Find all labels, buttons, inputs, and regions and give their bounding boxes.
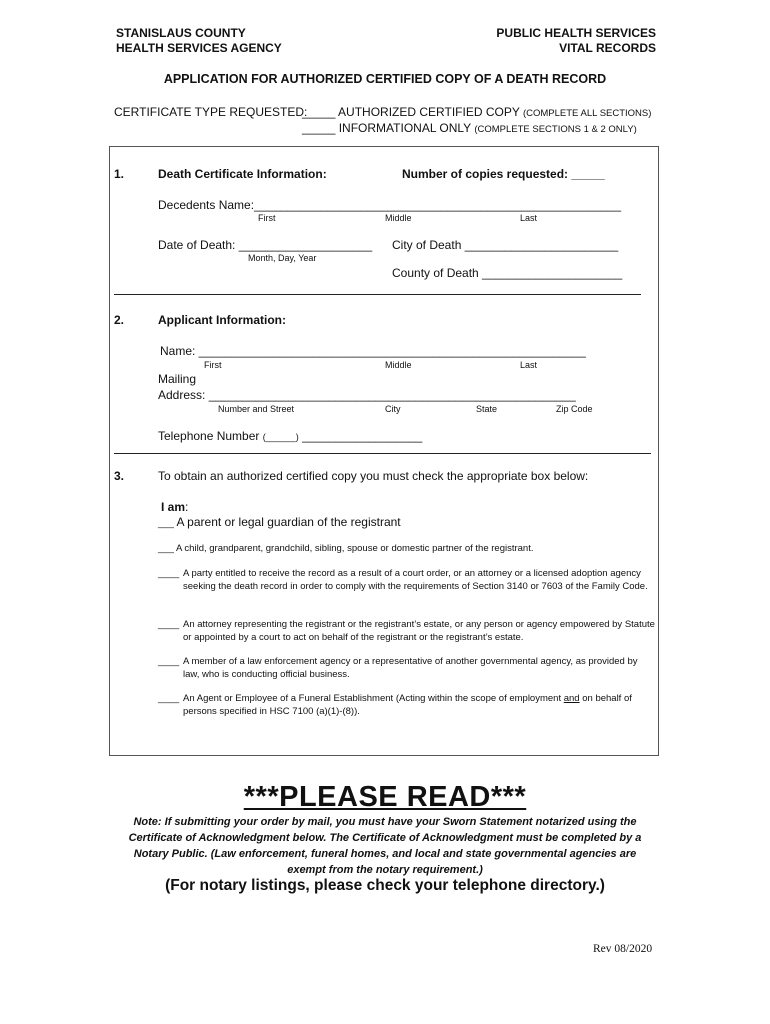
eligibility-option-parent[interactable] [158, 516, 653, 530]
section-3-instruction: To obtain an authorized certified copy you must check the appropriate box below: [158, 469, 589, 483]
option-text: A child, grandparent, grandchild, sibling, spouse or domestic partner of the registrant. [175, 543, 534, 554]
option-blank[interactable]: ____ [158, 619, 180, 630]
authorized-label: AUTHORIZED CERTIFIED COPY [338, 105, 520, 119]
i-am-label [161, 500, 188, 514]
page-title: APPLICATION FOR AUTHORIZED CERTIFIED COPY OF A DEATH RECORD [163, 72, 607, 86]
applicant-first-hint: First [204, 360, 222, 370]
decedent-middle-hint: Middle [385, 213, 412, 223]
please-read-heading: ***PLEASE READ*** [243, 781, 527, 813]
telephone-label: Telephone Number [158, 429, 260, 443]
decedent-name-field[interactable]: Decedents Name:_______________________________________________________ [158, 198, 622, 212]
i-am-bold: I am [161, 500, 186, 514]
date-of-death-field[interactable]: Date of Death: ____________________ [158, 238, 373, 252]
telephone-number-line[interactable]: __________________ [302, 429, 423, 443]
informational-label: INFORMATIONAL ONLY [338, 121, 471, 135]
authorized-note: (COMPLETE ALL SECTIONS) [522, 108, 652, 119]
agency-line-2: HEALTH SERVICES AGENCY [116, 41, 282, 55]
agency-name [116, 26, 282, 56]
section-2-heading: Applicant Information: [158, 313, 286, 327]
certificate-type-label: CERTIFICATE TYPE REQUESTED: [114, 105, 308, 119]
informational-note: (COMPLETE SECTIONS 1 & 2 ONLY) [474, 124, 637, 135]
authorized-blank[interactable]: _____ [302, 105, 336, 119]
street-hint: Number and Street [218, 404, 295, 414]
agency-line-1: STANISLAUS COUNTY [116, 26, 246, 40]
section-divider-2 [114, 453, 651, 454]
applicant-middle-hint: Middle [385, 360, 412, 370]
eligibility-option-relative[interactable] [158, 542, 653, 555]
section-1-heading: Death Certificate Information: [158, 167, 327, 181]
applicant-name-field[interactable]: Name: __________________________________________________________ [160, 344, 586, 358]
option-text: A parent or legal guardian of the registrant [176, 515, 401, 529]
certificate-type-option-authorized[interactable] [302, 105, 651, 119]
option-blank[interactable]: ____ [158, 568, 180, 579]
zip-hint: Zip Code [556, 404, 593, 414]
option-blank[interactable]: ___ [158, 518, 174, 529]
telephone-area-code[interactable]: (______) [262, 432, 299, 442]
department-line-1: PUBLIC HEALTH SERVICES [496, 26, 656, 40]
copies-requested-field[interactable]: Number of copies requested: _____ [402, 167, 605, 181]
option-text-end: on behalf of persons specified in HSC 7100 (a)(1)-(8)). [183, 693, 632, 717]
county-of-death-field[interactable]: County of Death _____________________ [392, 266, 623, 280]
option-text-underlined: and [563, 693, 580, 704]
option-text: A party entitled to receive the record as a result of a court order, or an attorney or a licensed adoption agency seeking the death record in order to comply with the requirements of Section 3140 or 7603 of the Family Code. [183, 568, 648, 592]
decedent-first-hint: First [258, 213, 276, 223]
applicant-last-hint: Last [520, 360, 538, 370]
city-hint: City [385, 404, 401, 414]
mailing-address-field[interactable]: Address: _______________________________________________________ [158, 388, 576, 402]
notary-listing-note: (For notary listings, please check your telephone directory.) [165, 877, 605, 894]
certificate-type-option-informational[interactable] [302, 121, 637, 135]
option-blank[interactable]: ____ [158, 656, 180, 667]
option-blank[interactable]: ___ [158, 543, 174, 554]
department-line-2: VITAL RECORDS [559, 41, 656, 55]
option-text-start: An Agent or Employee of a Funeral Establishment (Acting within the scope of employment [183, 693, 562, 704]
telephone-field[interactable] [158, 429, 422, 443]
revision-date: Rev 08/2020 [593, 943, 653, 955]
section-2-number: 2. [114, 313, 125, 327]
date-of-death-hint: Month, Day, Year [248, 253, 317, 263]
option-text: An attorney representing the registrant or the registrant’s estate, or any person or agency empowered by Statute or appointed by a court to act on behalf of the registrant or the registrant’s estate. [183, 619, 655, 643]
section-divider-1 [114, 294, 641, 295]
decedent-last-hint: Last [520, 213, 538, 223]
section-1-number: 1. [114, 167, 125, 181]
informational-blank[interactable]: _____ [302, 121, 336, 135]
i-am-colon: : [185, 500, 189, 514]
section-3-number: 3. [114, 469, 125, 483]
state-hint: State [476, 404, 498, 414]
option-text: A member of a law enforcement agency or a representative of another governmental agency, as provided by law, who is conducting official business. [183, 656, 638, 680]
department-name [496, 26, 656, 56]
city-of-death-field[interactable]: City of Death _______________________ [392, 238, 619, 252]
option-text [183, 692, 655, 718]
notary-note: Note: If submitting your order by mail, you must have your Sworn Statement notarized using the Certificate of Acknowledgment below. The Certificate of Acknowledgment must be completed by a Notary Public. (Law enforcement, funeral homes, and local and state governmental agencies are exempt from the notary requirement.) [128, 816, 642, 876]
option-blank[interactable]: ____ [158, 693, 180, 704]
mailing-label: Mailing [158, 372, 197, 386]
